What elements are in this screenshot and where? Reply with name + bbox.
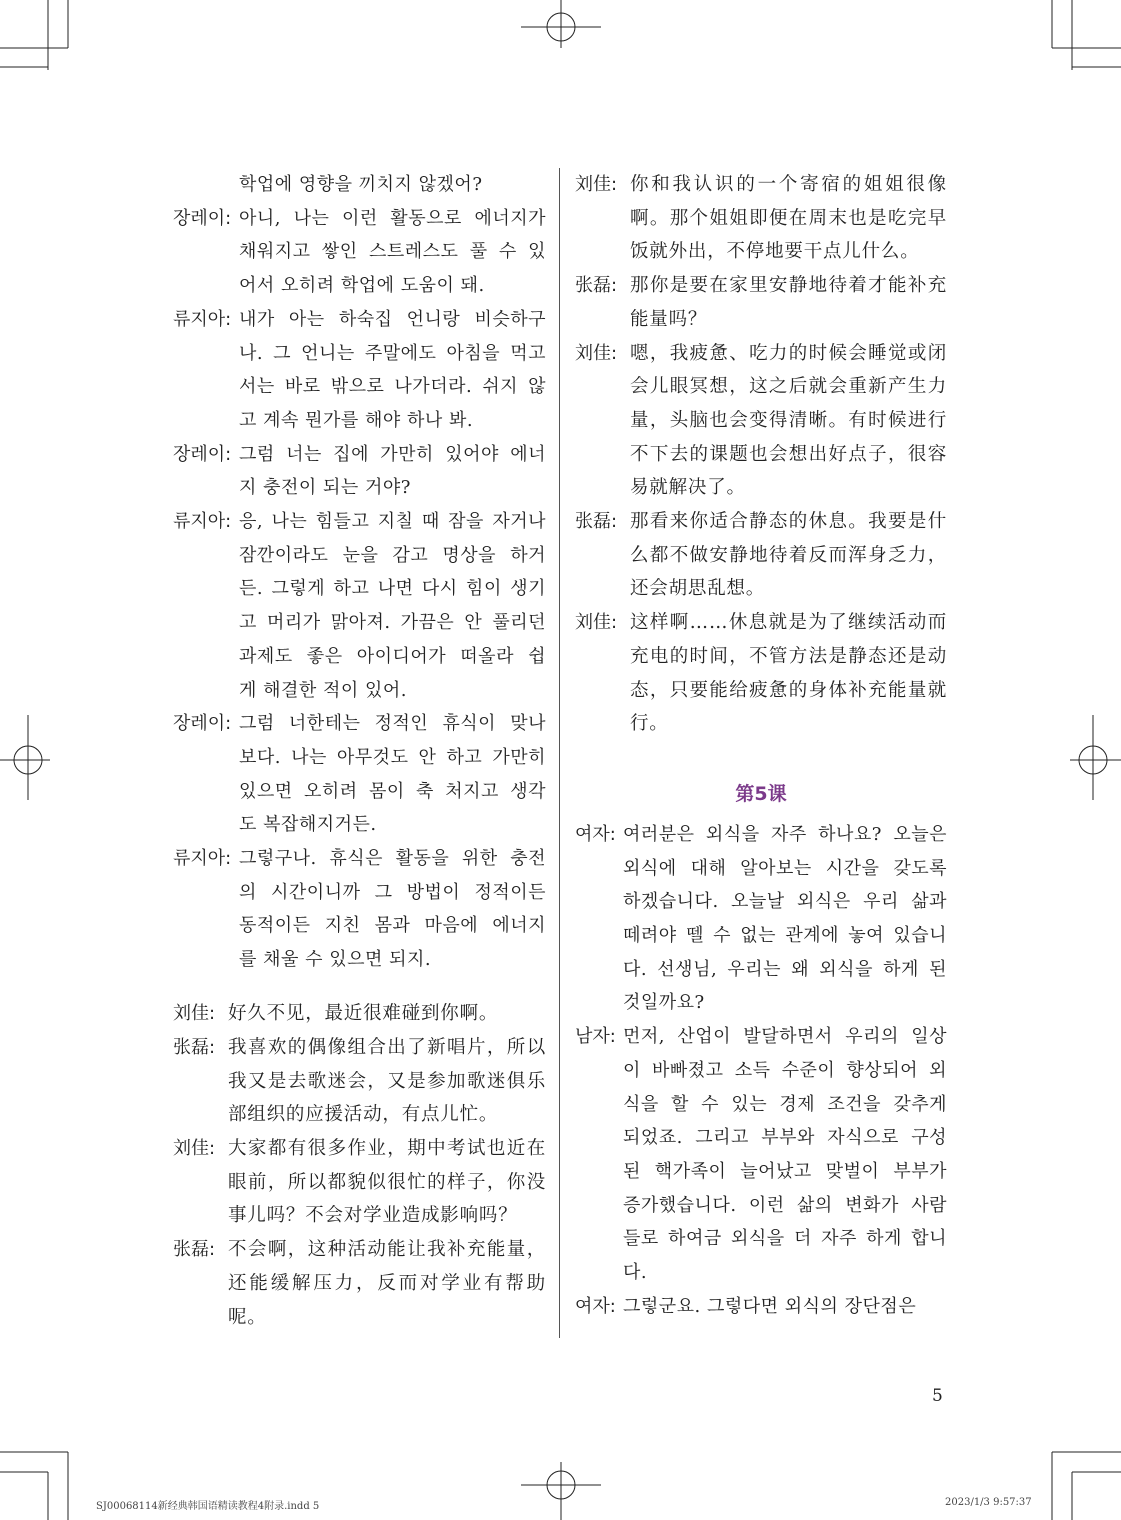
- continuation-line: [173, 168, 546, 202]
- dialogue-line: 를 채울 수 있으면 되지.: [239, 949, 432, 971]
- dialogue-line: 응, 나는 힘들고 지칠 때 잠을 자거나: [239, 511, 546, 533]
- dialogue-line: 易就解决了。: [630, 477, 746, 499]
- dialogue-turn: [575, 1020, 947, 1290]
- dialogue-line: 나. 그 언니는 주말에도 아침을 먹고: [239, 342, 546, 364]
- speaker-label: 张磊:: [173, 1239, 216, 1261]
- dialogue-line: 会儿眼冥想，这之后就会重新产生力: [630, 376, 947, 398]
- dialogue-turn: [575, 168, 947, 269]
- dialogue-text: [228, 1132, 546, 1233]
- dialogue-line: 大家都有很多作业，期中考试也近在: [228, 1137, 546, 1159]
- dialogue-text: [239, 303, 546, 438]
- dialogue-text: [623, 1020, 947, 1290]
- dialogue-text: [239, 707, 546, 842]
- footer-file-name: SJ00068114新经典韩国语精读教程4附录.indd 5: [96, 1501, 320, 1512]
- dialogue-text: [623, 818, 947, 1020]
- dialogue-turn: [173, 1233, 546, 1334]
- dialogue-line: 외식에 대해 알아보는 시간을 갖도록: [623, 857, 947, 879]
- dialogue-line: 我喜欢的偶像组合出了新唱片，所以: [228, 1036, 546, 1058]
- dialogue-line: 不会啊，这种活动能让我补充能量，: [228, 1239, 546, 1261]
- dialogue-text: [630, 168, 947, 269]
- dialogue-text: [239, 438, 546, 505]
- speaker-label: 刘佳:: [575, 174, 618, 195]
- speaker-label: 장레이:: [173, 713, 232, 735]
- dialogue-line: 그렇구나. 휴식은 활동을 위한 충전: [239, 848, 546, 870]
- dialogue-line: 먼저, 산업이 발달하면서 우리의 일상: [623, 1026, 947, 1048]
- page-number: 5: [932, 1386, 943, 1406]
- dialogue-line: 과제도 좋은 아이디어가 떠올라 쉽: [239, 645, 546, 667]
- dialogue-line: 된 핵가족이 늘어났고 맞벌이 부부가: [623, 1160, 947, 1182]
- dialogue-line: 아니, 나는 이런 활동으로 에너지가: [239, 207, 546, 229]
- dialogue-turn: [575, 1290, 947, 1324]
- speaker-label: 류지아:: [173, 511, 232, 533]
- dialogue-line: 还能缓解压力，反而对学业有帮助: [228, 1272, 546, 1294]
- footer-timestamp: 2023/1/3 9:57:37: [945, 1497, 1032, 1508]
- dialogue-line: 식을 할 수 있는 경제 조건을 갖추게: [623, 1093, 947, 1115]
- dialogue-line: 嗯，我疲惫、吃力的时候会睡觉或闭: [630, 342, 947, 364]
- dialogue-line: 어서 오히려 학업에 도움이 돼.: [239, 275, 485, 297]
- dialogue-line: 态，只要能给疲惫的身体补充能量就: [630, 679, 947, 701]
- dialogue-text: [228, 1031, 546, 1132]
- dialogue-turn: [173, 842, 546, 977]
- dialogue-line: 我又是去歌迷会，又是参加歌迷俱乐: [228, 1070, 546, 1092]
- korean-dialogue: [575, 818, 947, 1324]
- dialogue-text: [630, 606, 947, 741]
- speaker-label: 张磊:: [575, 511, 618, 533]
- speaker-label: 刘佳:: [575, 342, 618, 364]
- dialogue-line: 그럼 너는 집에 가만히 있어야 에너: [239, 443, 546, 465]
- dialogue-line: 증가했습니다. 이런 삶의 변화가 사람: [623, 1194, 947, 1216]
- dialogue-text: [630, 269, 947, 336]
- dialogue-turn: [173, 1132, 546, 1233]
- dialogue-line: 게 해결한 적이 있어.: [239, 679, 407, 701]
- dialogue-line: 하겠습니다. 오늘날 외식은 우리 삶과: [623, 891, 947, 913]
- speaker-label: 여자:: [575, 1295, 616, 1317]
- speaker-label: 류지아:: [173, 308, 232, 330]
- dialogue-line: 能量吗？: [630, 308, 708, 330]
- dialogue-text: [228, 997, 546, 1031]
- dialogue-turn: [173, 997, 546, 1031]
- dialogue-turn: [173, 707, 546, 842]
- dialogue-line: 그럼 너한테는 정적인 휴식이 맞나: [239, 713, 546, 735]
- dialogue-text: [630, 505, 947, 606]
- speaker-label: 류지아:: [173, 848, 232, 870]
- dialogue-turn: [173, 505, 546, 707]
- dialogue-line: 你和我认识的一个寄宿的姐姐很像: [630, 174, 947, 195]
- dialogue-line: 眼前，所以都貌似很忙的样子，你没: [228, 1171, 546, 1193]
- dialogue-line: 채워지고 쌓인 스트레스도 풀 수 있: [239, 241, 546, 263]
- dialogue-line: 好久不见，最近很难碰到你啊。: [228, 1002, 499, 1024]
- dialogue-line: 지 충전이 되는 거야?: [239, 477, 411, 499]
- dialogue-line: 这样啊……休息就是为了继续活动而: [630, 612, 947, 634]
- dialogue-line: 서는 바로 밖으로 나가더라. 쉬지 않: [239, 376, 546, 398]
- dialogue-line: 呢。: [228, 1306, 267, 1328]
- dialogue-line: 고 계속 뭔가를 해야 하나 봐.: [239, 409, 474, 431]
- dialogue-line: 든. 그렇게 하고 나면 다시 힘이 생기: [239, 578, 546, 600]
- dialogue-line: 啊。那个姐姐即便在周末也是吃完早: [630, 207, 947, 229]
- dialogue-line: 보다. 나는 아무것도 안 하고 가만히: [239, 746, 546, 768]
- dialogue-text: [623, 1290, 947, 1324]
- chinese-dialogue: [173, 997, 546, 1334]
- speaker-label: 刘佳:: [173, 1002, 216, 1024]
- dialogue-line: 고 머리가 맑아져. 가끔은 안 풀리던: [239, 612, 546, 634]
- dialogue-line: 还会胡思乱想。: [630, 578, 766, 600]
- dialogue-turn: [173, 1031, 546, 1132]
- dialogue-line: 다.: [623, 1262, 648, 1284]
- speaker-label: 장레이:: [173, 207, 232, 229]
- dialogue-line: 되었죠. 그리고 부부와 자식으로 구성: [623, 1127, 947, 1149]
- dialogue-line: 么都不做安静地待着反而浑身乏力，: [630, 544, 947, 566]
- dialogue-line: 도 복잡해지거든.: [239, 814, 377, 836]
- speaker-label: 장레이:: [173, 443, 232, 465]
- speaker-label: 张磊:: [575, 275, 618, 297]
- dialogue-line: 部组织的应援活动，有点儿忙。: [228, 1104, 499, 1126]
- dialogue-line: 동적이든 지친 몸과 마음에 에너지: [239, 915, 546, 937]
- dialogue-line: 있으면 오히려 몸이 축 처지고 생각: [239, 780, 546, 802]
- right-column: [575, 168, 947, 1324]
- speaker-label: 여자:: [575, 823, 616, 845]
- dialogue-line: 那你是要在家里安静地待着才能补充: [630, 275, 947, 297]
- dialogue-line: 饭就外出，不停地要干点儿什么。: [630, 241, 920, 263]
- speaker-label: 남자:: [575, 1026, 616, 1048]
- dialogue-turn: [575, 269, 947, 336]
- dialogue-line: 의 시간이니까 그 방법이 정적이든: [239, 881, 546, 903]
- dialogue-turn: [575, 337, 947, 506]
- dialogue-line: 不下去的课题也会想出好点子，很容: [630, 443, 947, 465]
- dialogue-line: 事儿吗？不会对学业造成影响吗？: [228, 1205, 518, 1227]
- dialogue-turn: [575, 818, 947, 1020]
- dialogue-turn: [575, 606, 947, 741]
- dialogue-line: 行。: [630, 713, 669, 735]
- speaker-label: 张磊:: [173, 1036, 216, 1058]
- dialogue-line: 充电的时间，不管方法是静态还是动: [630, 645, 947, 667]
- lesson-title: 第5课: [735, 782, 787, 805]
- korean-dialogue: [173, 202, 546, 977]
- dialogue-turn: [173, 303, 546, 438]
- column-divider: [559, 168, 560, 1338]
- dialogue-line: 들로 하여금 외식을 더 자주 하게 합니: [623, 1228, 947, 1250]
- dialogue-line: 다. 선생님, 우리는 왜 외식을 하게 된: [623, 958, 947, 980]
- dialogue-line: 여러분은 외식을 자주 하나요? 오늘은: [623, 823, 947, 845]
- dialogue-line: 떼려야 뗄 수 없는 관계에 놓여 있습니: [623, 925, 947, 947]
- section-gap: [173, 977, 546, 997]
- dialogue-text: [239, 505, 546, 707]
- dialogue-turn: [173, 438, 546, 505]
- dialogue-line: 이 바빠졌고 소득 수준이 향상되어 외: [623, 1059, 947, 1081]
- dialogue-text: [239, 842, 546, 977]
- dialogue-line: 학업에 영향을 끼치지 않겠어?: [239, 174, 483, 195]
- dialogue-line: 那看来你适合静态的休息。我要是什: [630, 511, 947, 533]
- dialogue-line: 잠깐이라도 눈을 감고 명상을 하거: [239, 544, 546, 566]
- chinese-dialogue: [575, 168, 947, 741]
- dialogue-line: 量，头脑也会变得清晰。有时候进行: [630, 409, 947, 431]
- left-column: [173, 168, 546, 1334]
- speaker-label: 刘佳:: [173, 1137, 216, 1159]
- dialogue-line: 그렇군요. 그렇다면 외식의 장단점은: [623, 1295, 917, 1317]
- dialogue-line: 것일까요?: [623, 992, 705, 1014]
- dialogue-text: [630, 337, 947, 506]
- dialogue-text: [228, 1233, 546, 1334]
- dialogue-text: [239, 202, 546, 303]
- dialogue-turn: [575, 505, 947, 606]
- dialogue-line: 내가 아는 하숙집 언니랑 비슷하구: [239, 308, 546, 330]
- speaker-label: 刘佳:: [575, 612, 618, 634]
- dialogue-turn: [173, 202, 546, 303]
